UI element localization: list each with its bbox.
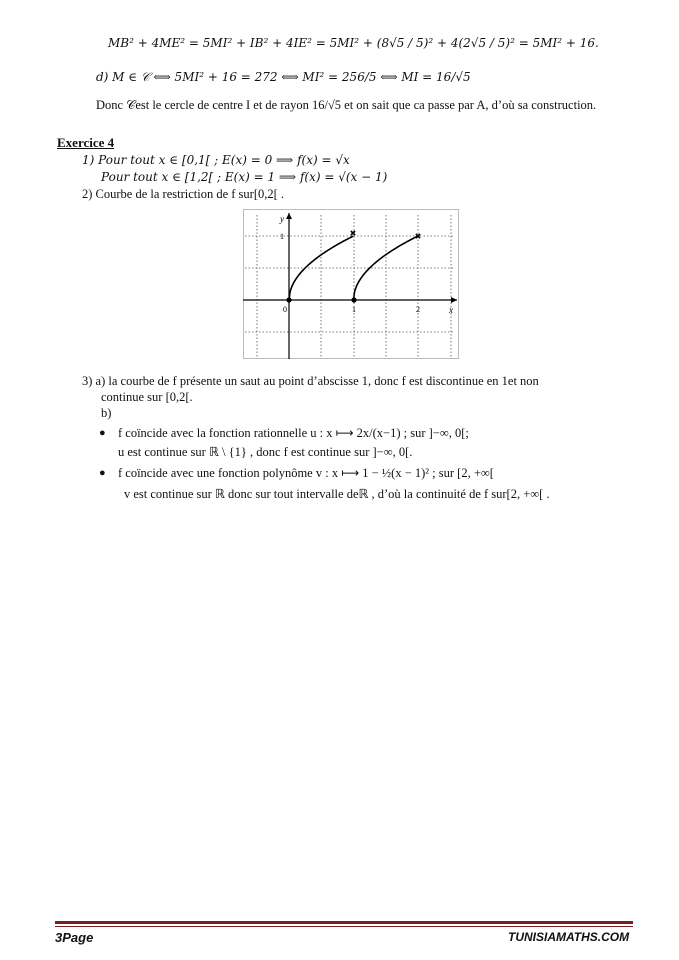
question-1-line-2: Pour tout x ∈ [1,2[ ; E(x) = 1 ⟹ f(x) = √(x − 1): [101, 170, 388, 184]
x-tick-2-label: 2: [416, 305, 420, 314]
open-endpoint-2: ✖: [414, 232, 422, 241]
open-endpoint-1: ✖: [349, 229, 357, 238]
footer-rule-thick: [55, 921, 633, 924]
equation-line: MB² + 4ME² = 5MI² + IB² + 4IE² = 5MI² + (8√5 / 5)² + 4(2√5 / 5)² = 5MI² + 16.: [108, 36, 599, 50]
site-name: TUNISIAMATHS.COM: [508, 930, 630, 944]
y-tick-1-label: 1: [280, 232, 284, 241]
question-3b-label: b): [101, 406, 112, 420]
bullet-1-line-2: u est continue sur ℝ \ {1} , donc f est continue sur ]−∞, 0[.: [118, 445, 413, 459]
closed-point-x1: [351, 297, 356, 302]
bullet-2-line-2: v est continue sur ℝ donc sur tout intervalle deℝ , d’où la continuité de f sur[2, +∞[ .: [124, 487, 550, 501]
bullet-1-line-1: f coïncide avec la fonction rationnelle u : x ⟼ 2x/(x−1) ; sur ]−∞, 0[;: [118, 426, 469, 440]
exercise-title: Exercice 4: [57, 135, 115, 150]
x-tick-1-label: 1: [352, 305, 356, 314]
part-d-line: d) M ∈ 𝒞 ⟺ 5MI² + 16 = 272 ⟺ MI² = 256/5 ⟺ MI = 16/√5: [96, 70, 471, 84]
function-graph: [243, 209, 459, 359]
y-axis-label: y: [280, 214, 284, 224]
question-1-line-1: 1) Pour tout x ∈ [0,1[ ; E(x) = 0 ⟹ f(x) = √x: [82, 153, 350, 167]
origin-label: 0: [283, 305, 287, 314]
question-3a-line-1: 3) a) la courbe de f présente un saut au point d’abscisse 1, donc f est discontinue en 1et non: [82, 374, 539, 388]
page-number: 3Page: [55, 930, 94, 945]
bullet-2-icon: ●: [99, 467, 106, 479]
x-axis-label: x: [449, 305, 453, 315]
question-3a-line-2: continue sur [0,2[.: [101, 390, 193, 404]
conclusion-line: Donc 𝒞est le cercle de centre I et de rayon 16/√5 et on sait que ca passe par A, d’où sa construction.: [96, 98, 597, 112]
question-2: 2) Courbe de la restriction de f sur[0,2[ .: [82, 187, 285, 201]
bullet-1-icon: ●: [99, 427, 106, 439]
footer-rule-thin: [55, 926, 633, 927]
closed-point-origin: [286, 297, 291, 302]
bullet-2-line-1: f coïncide avec une fonction polynôme v : x ⟼ 1 − ½(x − 1)² ; sur [2, +∞[: [118, 466, 494, 480]
